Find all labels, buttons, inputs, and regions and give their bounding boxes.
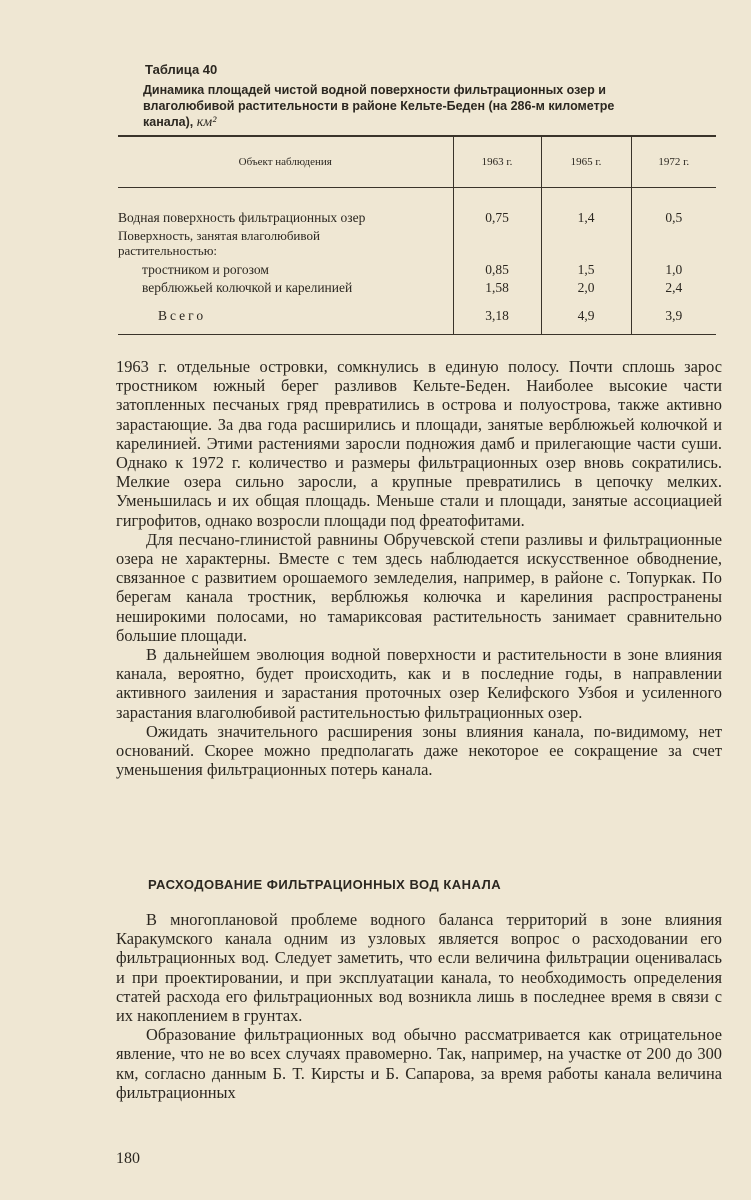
- header-1972: 1972 г.: [631, 136, 716, 188]
- row-label: Всего: [118, 298, 453, 335]
- cell-value: 3,9: [631, 298, 716, 335]
- cell-value: [541, 228, 631, 262]
- cell-value: 0,85: [453, 262, 541, 280]
- cell-value: 4,9: [541, 298, 631, 335]
- paragraph: 1963 г. отдельные островки, сомкнулись в единую полосу. Почти сплошь зарос тростником южный берег разливов Кельте-Беден. Наиболее высокие части затопленных песчаных гряд превратились в острова и полуострова, также активно зарастающие. За два года расширились и площади, занятые верблюжьей колючкой и карелинией. Этими растениями заросли подножия дамб и прилегающие части суши. Однако к 1972 г. количество и размеры фильтрационных озер вновь сократились. Мелкие озера сильно заросли, а крупные превратились в цепочку мелких. Уменьшилась и их общая площадь. Меньше стали и площади, занятые ассоциацией гигрофитов, однако возросли площади под фреатофитами.: [116, 357, 722, 530]
- table-caption: [143, 82, 663, 131]
- row-label: Водная поверхность фильтрационных озер: [118, 210, 366, 225]
- cell-value: 2,4: [631, 280, 716, 298]
- table-row-total: [118, 298, 716, 335]
- table-row: [118, 188, 716, 229]
- cell-value: 1,5: [541, 262, 631, 280]
- table-header-row: [118, 136, 716, 188]
- paragraph: В дальнейшем эволюция водной поверхности и растительности в зоне влияния канала, вероятно, будет происходить, как и в последние годы, в направлении активного заиления и зарастания проточных озер Келифского Узбоя и усиленного зарастания влаголюбивой растительностью фильтрационных озер.: [116, 645, 722, 722]
- cell-value: 3,18: [453, 298, 541, 335]
- section-heading: РАСХОДОВАНИЕ ФИЛЬТРАЦИОННЫХ ВОД КАНАЛА: [148, 877, 502, 892]
- paragraph: Для песчано-глинистой равнины Обручевской степи разливы и фильтрационные озера не характерны. Вместе с тем здесь наблюдается искусственное обводнение, связанное с развитием орошаемого земледелия, например, в районе с. Топуркак. По берегам канала тростник, верблюжья колючка и карелиния распространены неширокими полосами, но тамариксовая растительность занимает сравнительно большие площади.: [116, 529, 722, 645]
- header-object: Объект наблюдения: [118, 136, 453, 188]
- paragraph: Ожидать значительного расширения зоны влияния канала, по-видимому, нет оснований. Скорее можно предполагать даже некоторое ее сокращение за счет уменьшения фильтрационных потерь канала.: [116, 721, 722, 780]
- paragraph: Образование фильтрационных вод обычно рассматривается как отрицательное явление, что не во всех случаях правомерно. Так, например, на участке от 200 до 300 км, согласно данным Б. Т. Кирсты и Б. Сапарова, за время работы канала величина фильтрационных: [116, 1025, 722, 1102]
- cell-value: 0,5: [631, 188, 716, 229]
- table-caption-text: Динамика площадей чистой водной поверхности фильтрационных озер и влаголюбивой растительности в районе Кельте-Беден (на 286-м километре канала),: [143, 83, 615, 129]
- header-1965: 1965 г.: [541, 136, 631, 188]
- cell-value: 1,0: [631, 262, 716, 280]
- table-label: Таблица 40: [145, 62, 218, 77]
- cell-value: 0,75: [453, 188, 541, 229]
- cell-value: 2,0: [541, 280, 631, 298]
- page-number: 180: [116, 1150, 140, 1167]
- cell-value: 1,58: [453, 280, 541, 298]
- cell-value: [631, 228, 716, 262]
- row-label: тростником и рогозом: [142, 262, 269, 277]
- section-body-text: [116, 910, 722, 1102]
- paragraph: В многоплановой проблеме водного баланса территорий в зоне влияния Каракумского канала одним из узловых является вопрос о расходовании его фильтрационных вод. Следует заметить, что если величина фильтрации оценивалась и при проектировании, и при эксплуатации канала, то необходимость определения статей расхода его фильтрационных вод возникла лишь в последнее время в связи с их накоплением в грунтах.: [116, 910, 722, 1026]
- row-label: верблюжьей колючкой и карелинией: [142, 280, 353, 295]
- row-label: Поверхность, занятая влаголюбивой растительностью:: [118, 228, 320, 258]
- cell-value: 1,4: [541, 188, 631, 229]
- table-row: [118, 280, 716, 298]
- header-1963: 1963 г.: [453, 136, 541, 188]
- table-caption-unit: км²: [196, 115, 217, 130]
- data-table: [118, 135, 716, 335]
- table-row: [118, 262, 716, 280]
- body-text: [116, 357, 722, 779]
- cell-value: [453, 228, 541, 262]
- table-row: [118, 228, 716, 262]
